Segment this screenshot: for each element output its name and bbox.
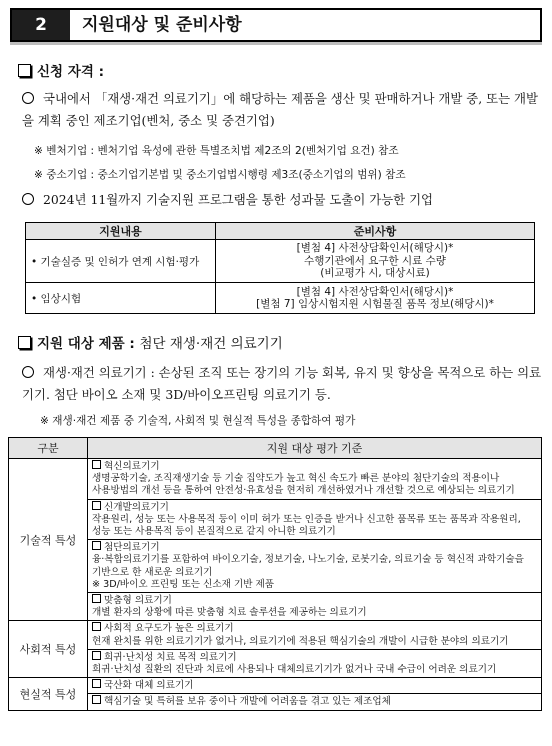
eligibility-item-text: 국내에서 「재생·재건 의료기기」에 해당하는 제품을 생산 및 판매하거나 개발 중, 또는 개발을 계획 중인 제조기업(벤처, 중소 및 중견기업)	[22, 91, 538, 128]
criteria-title	[92, 622, 537, 635]
row-prep	[216, 283, 535, 314]
prep-line: 수행기관에서 요구한 시료 수량	[304, 254, 446, 267]
criteria-title-text: 국산화 대체 의료기기	[104, 680, 194, 692]
criteria-title-text: 핵심기술 및 특허를 보유 중이나 개발에 어려움을 겪고 있는 제조업체	[104, 696, 391, 708]
category-practical: 현실적 특성	[9, 678, 88, 710]
criteria-title-text: 혁신의료기기	[104, 461, 160, 472]
table-row	[9, 540, 542, 593]
criteria-cell	[88, 593, 542, 621]
checkbox-icon	[92, 460, 101, 469]
table-header-row	[9, 438, 542, 459]
criteria-cell	[88, 499, 542, 540]
criteria-title	[92, 695, 537, 708]
circle-bullet-icon	[22, 366, 34, 378]
prep-line: [별첨 4] 사전상담확인서(해당시)*	[296, 285, 454, 298]
checkbox-icon	[92, 679, 101, 688]
eligibility-heading	[18, 60, 104, 80]
criteria-cell	[88, 459, 542, 500]
criteria-cell	[88, 694, 542, 710]
header-content: 지원내용	[26, 223, 216, 240]
criteria-title-text: 희귀·난치성 치료 목적 의료기기	[104, 651, 237, 663]
checkbox-icon	[92, 695, 101, 704]
criteria-title-text: 맞춤형 의료기기	[104, 595, 172, 607]
checkbox-square-icon	[18, 336, 31, 349]
category-technical: 기술적 특성	[9, 459, 88, 621]
table-row	[9, 593, 542, 621]
eligibility-item-1	[22, 88, 542, 132]
section-divider	[10, 42, 542, 45]
criteria-line: 기반으로 한 새로운 의료기기	[92, 566, 213, 578]
criteria-title-text: 사회적 요구도가 높은 의료기기	[104, 623, 234, 635]
checkbox-icon	[92, 622, 101, 631]
eligibility-item2-text: 2024년 11월까지 기술지원 프로그램을 통한 성과물 도출이 가능한 기업	[43, 192, 434, 207]
criteria-line: 희귀·난치성 질환의 진단과 치료에 사용되나 대체의료기기가 없거나 국내 수급이 어려운 의료기기	[92, 664, 497, 676]
category-social: 사회적 특성	[9, 621, 88, 678]
target-note: ※ 재생·재건 제품 중 기술적, 사회적 및 현실적 특성을 종합하여 평가	[40, 415, 356, 427]
criteria-title	[92, 501, 537, 514]
criteria-line: 개별 환자의 상황에 따른 맞춤형 치료 솔루션을 제공하는 의료기기	[92, 607, 367, 619]
criteria-title-text: 첨단의료기기	[104, 542, 160, 554]
criteria-cell	[88, 621, 542, 649]
criteria-line: 작용원리, 성능 또는 사용목적 등이 이미 허가 또는 인증을 받거나 신고한 품목류 또는 품목과 작용원리,	[92, 513, 521, 525]
circle-bullet-icon	[22, 193, 34, 205]
row-prep	[216, 240, 535, 283]
target-heading-suffix: 첨단 재생·재건 의료기기	[139, 336, 283, 352]
criteria-table	[8, 437, 542, 711]
checkbox-square-icon	[18, 64, 31, 77]
row-content: • 임상시험	[26, 283, 216, 314]
section-number: 2	[12, 10, 70, 40]
target-heading	[18, 332, 283, 352]
header-criteria: 지원 대상 평가 기준	[88, 438, 542, 459]
criteria-cell	[88, 678, 542, 694]
section-title: 지원대상 및 준비사항	[82, 15, 242, 35]
section-header	[10, 8, 542, 42]
criteria-cell	[88, 649, 542, 677]
criteria-line: 융·복합의료기기를 포함하여 바이오기술, 정보기술, 나노기술, 로봇기술, 의료기술 등 혁신적 과학기술을	[92, 554, 524, 566]
table-row	[9, 678, 542, 694]
table-row	[9, 459, 542, 500]
eligibility-item-2	[22, 189, 542, 211]
criteria-title	[92, 679, 537, 692]
prep-line: [별첨 7] 임상시험지원 시험물질 품목 정보(해당시)*	[256, 298, 494, 310]
prep-line: [별첨 4] 사전상담확인서(해당시)*	[296, 242, 454, 255]
table-header-row	[26, 223, 535, 240]
header-prep: 준비사항	[216, 223, 535, 240]
preparation-table	[25, 222, 535, 314]
checkbox-icon	[92, 651, 101, 660]
criteria-line: ※ 3D/바이오 프린팅 또는 신소재 기반 제품	[92, 578, 275, 590]
criteria-title-text: 신개발의료기기	[104, 501, 169, 513]
criteria-line: 사용방법의 개선 등을 통하여 안전성·유효성을 현저히 개선하였거나 개선할 것으로 예상되는 의료기기	[92, 485, 515, 497]
prep-line: (비교평가 시, 대상시료)	[320, 267, 430, 280]
criteria-title	[92, 460, 537, 473]
target-heading-text: 지원 대상 제품 :	[37, 336, 135, 352]
table-row	[9, 621, 542, 649]
table-row	[9, 499, 542, 540]
criteria-line: 성능 또는 사용목적 등이 본질적으로 같지 아니한 의료기기	[92, 526, 336, 538]
circle-bullet-icon	[22, 92, 34, 104]
eligibility-heading-text: 신청 자격 :	[37, 64, 104, 80]
criteria-line: 현재 완치를 위한 의료기기가 없거나, 의료기기에 적용된 핵심기술의 개발이 시급한 분야의 의료기기	[92, 635, 509, 647]
criteria-title	[92, 651, 537, 664]
criteria-cell	[88, 540, 542, 593]
target-item-text: 재생·재건 의료기기 : 손상된 조직 또는 장기의 기능 회복, 유지 및 향상을 목적으로 하는 의료기기. 첨단 바이오 소재 및 3D/바이오프린팅 의료기기 등.	[22, 365, 542, 402]
table-row	[9, 694, 542, 710]
criteria-title	[92, 541, 537, 554]
criteria-title	[92, 594, 537, 607]
checkbox-icon	[92, 541, 101, 550]
row-content: • 기술실증 및 인허가 연계 시험·평가	[26, 240, 216, 283]
table-row	[26, 240, 535, 283]
table-row	[26, 283, 535, 314]
checkbox-icon	[92, 594, 101, 603]
header-category: 구분	[9, 438, 88, 459]
checkbox-icon	[92, 501, 101, 510]
eligibility-note-sme: ※ 중소기업 : 중소기업기본법 및 중소기업법시행령 제3조(중소기업의 범위) 참조	[34, 169, 406, 181]
target-item	[22, 362, 542, 406]
eligibility-note-venture: ※ 벤처기업 : 벤처기업 육성에 관한 특별조치법 제2조의 2(벤처기업 요건) 참조	[34, 145, 399, 157]
criteria-line: 생명공학기술, 조직재생기술 등 기술 집약도가 높고 혁신 속도가 빠른 분야의 첨단기술의 적용이나	[92, 473, 500, 485]
table-row	[9, 649, 542, 677]
